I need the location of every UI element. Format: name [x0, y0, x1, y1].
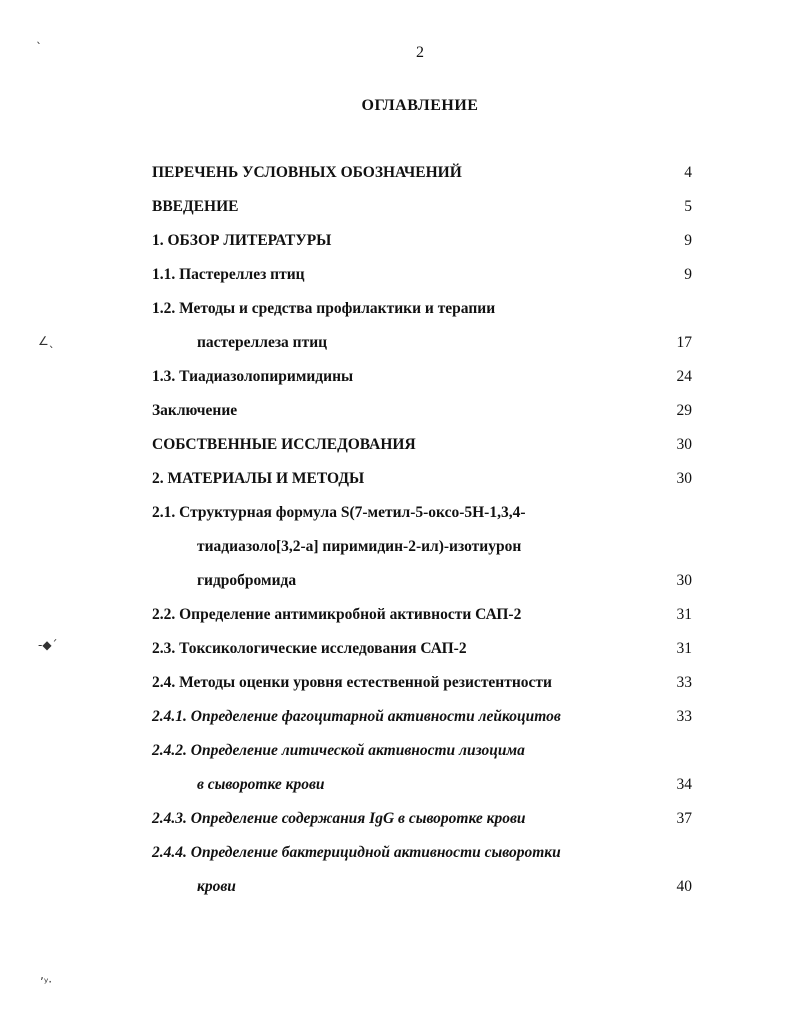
toc-entry-text: 1.3. Тиадиазолопиримидины	[152, 368, 354, 385]
toc-entry-text: 2.1. Структурная формула S(7-метил-5-оксо-5Н-1,3,4-	[152, 504, 526, 521]
toc-entry-page: 4	[684, 164, 692, 181]
toc-entry-text: Заключение	[152, 402, 238, 419]
toc-entry-text: ВВЕДЕНИЕ	[152, 198, 239, 215]
toc-entry-text: 1.1. Пастереллез птиц	[152, 266, 305, 283]
toc-entry	[152, 466, 692, 500]
toc-entry-text: ПЕРЕЧЕНЬ УСЛОВНЫХ ОБОЗНАЧЕНИЙ	[152, 164, 462, 181]
toc-entry	[152, 806, 692, 840]
toc-entry-text: 2.3. Токсикологические исследования САП-2	[152, 640, 467, 657]
toc-entry-page: 30	[676, 470, 692, 487]
toc-entry-text: 1.2. Методы и средства профилактики и терапии	[152, 300, 496, 317]
toc-entry	[152, 296, 692, 330]
toc-entry-text: гидробромида	[197, 572, 297, 589]
toc-entry-text: 2.4.1. Определение фагоцитарной активности лейкоцитов	[152, 708, 561, 725]
toc-entry-continuation	[152, 330, 692, 364]
toc-entry	[152, 432, 692, 466]
toc-entry-text: тиадиазоло[3,2-а] пиримидин-2-ил)-изотиурон	[197, 538, 522, 555]
toc-entry-text: 2.4.4. Определение бактерицидной активности сыворотки	[152, 844, 561, 861]
toc-entry	[152, 500, 692, 534]
toc-entry-text: СОБСТВЕННЫЕ ИССЛЕДОВАНИЯ	[152, 436, 416, 453]
toc-entry-page: 30	[676, 572, 692, 589]
toc-entry	[152, 704, 692, 738]
toc-entry	[152, 840, 692, 874]
toc-entry-page: 9	[684, 266, 692, 283]
toc-entry-text: в сыворотке крови	[197, 776, 325, 793]
toc-entry	[152, 738, 692, 772]
toc-entry-page: 17	[676, 334, 692, 351]
toc-entry-page: 30	[676, 436, 692, 453]
toc-entry	[152, 602, 692, 636]
toc-entry	[152, 636, 692, 670]
toc-entry-continuation	[152, 534, 692, 568]
toc-entry-page: 31	[676, 606, 692, 623]
scan-speck: ˎ	[36, 30, 42, 44]
toc-entry	[152, 228, 692, 262]
toc-entry-continuation	[152, 874, 692, 908]
table-of-contents	[152, 160, 692, 908]
toc-entry-page: 37	[676, 810, 692, 827]
toc-entry-page: 24	[676, 368, 692, 385]
toc-entry-page: 40	[676, 878, 692, 895]
scan-speck: -◆´	[38, 638, 58, 652]
toc-entry	[152, 160, 692, 194]
toc-entry	[152, 194, 692, 228]
toc-entry-text: 2.4. Методы оценки уровня естественной резистентности	[152, 674, 552, 691]
toc-entry	[152, 670, 692, 704]
toc-entry	[152, 262, 692, 296]
page-title: ОГЛАВЛЕНИЕ	[361, 97, 479, 114]
toc-entry-page: 31	[676, 640, 692, 657]
toc-entry-text: 2.2. Определение антимикробной активности САП-2	[152, 606, 522, 623]
toc-entry-text: 1. ОБЗОР ЛИТЕРАТУРЫ	[152, 232, 332, 249]
toc-entry	[152, 398, 692, 432]
toc-entry-page: 5	[684, 198, 692, 215]
page-number: 2	[416, 44, 424, 61]
toc-entry-page: 33	[676, 674, 692, 691]
toc-entry-page: 34	[676, 776, 692, 793]
toc-entry-text: 2.4.2. Определение литической активности лизоцима	[152, 742, 525, 759]
toc-entry	[152, 364, 692, 398]
scan-speck: ʼʸ·	[40, 975, 53, 989]
toc-entry-text: 2.4.3. Определение содержания IgG в сыворотке крови	[152, 810, 526, 827]
toc-entry-continuation	[152, 568, 692, 602]
toc-entry-continuation	[152, 772, 692, 806]
toc-entry-page: 29	[676, 402, 692, 419]
toc-entry-text: 2. МАТЕРИАЛЫ И МЕТОДЫ	[152, 470, 365, 487]
scan-speck: ∠ˎ	[38, 334, 55, 348]
toc-entry-text: пастереллеза птиц	[197, 334, 328, 351]
toc-entry-text: крови	[197, 878, 236, 895]
toc-entry-page: 33	[676, 708, 692, 725]
toc-entry-page: 9	[684, 232, 692, 249]
